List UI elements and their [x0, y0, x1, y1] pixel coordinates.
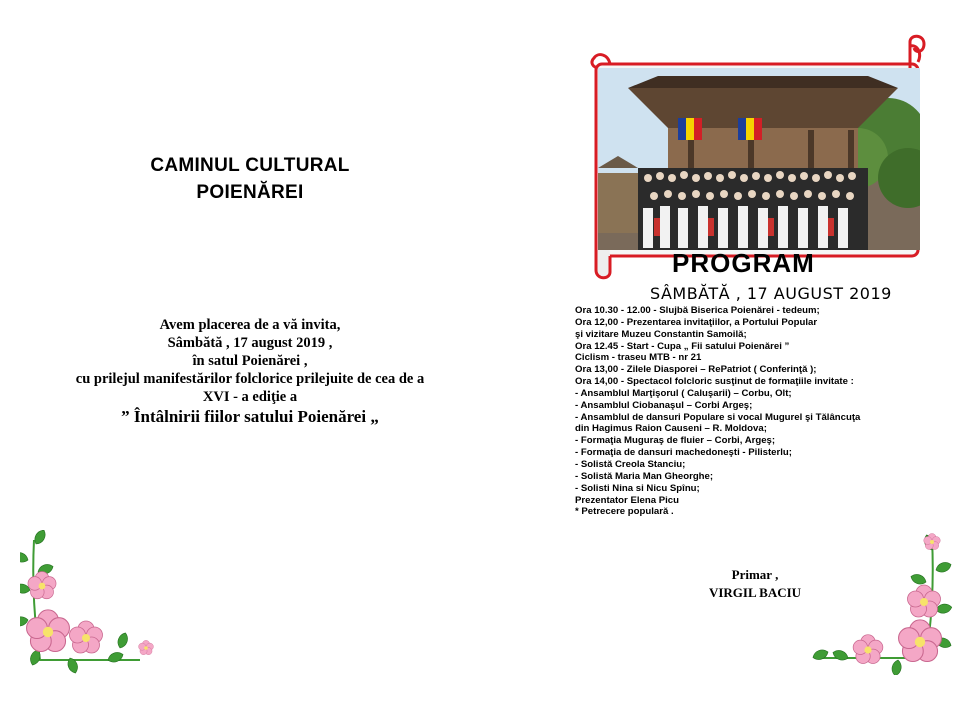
invitation-text	[20, 316, 480, 428]
invitation-line: XVI - a ediţie a	[202, 389, 298, 405]
invitation-line: cu prilejul manifestărilor folclorice prilejuite de cea de a	[75, 371, 425, 387]
invitation-line: Sâmbătă , 17 august 2019 ,	[167, 335, 333, 351]
schedule-line: - Ansamblul Marţişorul ( Caluşarii) – Corbu, Olt;	[575, 387, 792, 399]
schedule-line: şi vizitare Muzeu Constantin Samoilă;	[575, 328, 747, 340]
organization-title	[100, 152, 400, 206]
schedule-line: Ora 12.45 - Start - Cupa „ Fii satului Poienărei ”	[575, 340, 790, 352]
schedule-line: - Ansamblul Ciobanaşul – Corbi Argeş;	[575, 399, 753, 411]
schedule-line: Prezentator Elena Picu	[575, 494, 679, 506]
schedule-line: Ora 13,00 - Zilele Diasporei – RePatriot ( Conferinţă );	[575, 364, 817, 376]
schedule-line: - Ansamblul de dansuri Populare si vocal Mugurel şi Tălâncuţa	[575, 411, 861, 423]
invitation-event-name: ” Întâlnirii fiilor satului Poienărei „	[121, 407, 379, 426]
signer-name: VIRGIL BACIU	[708, 585, 802, 600]
group-photo	[598, 68, 920, 250]
flower-corner-icon	[808, 530, 958, 675]
schedule-line: Ora 14,00 - Spectacol folcloric susţinut de formaţiile invitate :	[575, 376, 854, 388]
schedule-line: * Petrecere populară .	[575, 506, 674, 518]
program-date: SÂMBĂTĂ , 17 AUGUST 2019	[650, 284, 892, 303]
signer-title: Primar ,	[731, 567, 779, 582]
schedule-line: - Solisti Nina si Nicu Spînu;	[575, 482, 700, 494]
schedule-line: - Formaţia de dansuri machedoneşti - Pilisterlu;	[575, 447, 792, 459]
schedule-line: Ora 12,00 - Prezentarea invitaţiilor, a Portului Popular	[575, 316, 818, 328]
schedule-line: - Formaţia Muguraş de fluier – Corbi, Argeş;	[575, 435, 776, 447]
schedule-line: Ora 10.30 - 12.00 - Slujbă Biserica Poienărei - tedeum;	[575, 305, 820, 316]
invitation-line: în satul Poienărei ,	[192, 353, 308, 369]
organization-title-line1: CAMINUL CULTURAL	[150, 155, 350, 176]
schedule-line: - Solistă Maria Man Gheorghe;	[575, 470, 714, 482]
schedule-line: din Hagimus Raion Causeni – R. Moldova;	[575, 423, 767, 435]
organization-title-line2: POIENĂREI	[196, 182, 304, 203]
invitation-line: Avem placerea de a vă invita,	[159, 317, 341, 333]
program-title: PROGRAM	[672, 248, 815, 278]
flower-corner-icon	[20, 530, 160, 680]
schedule-line: - Solistă Creola Stanciu;	[575, 458, 686, 470]
program-schedule	[575, 305, 960, 518]
schedule-line: Ciclism - traseu MTB - nr 21	[575, 352, 702, 364]
